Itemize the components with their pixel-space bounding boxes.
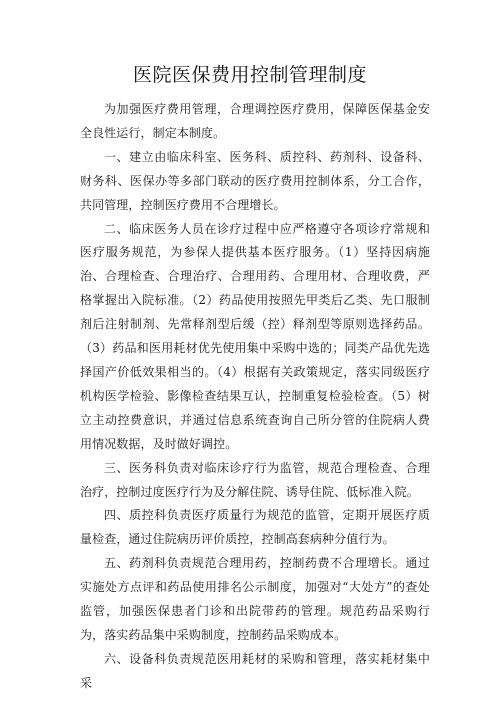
paragraph-4: 四、质控科负责医疗质量行为规范的监管，定期开展医疗质量检查，通过住院病历评价质控，控制高套病种分值行为。: [80, 508, 430, 547]
paragraph-intro: 为加强医疗费用管理，合理调控医疗费用，保障医保基金安全良性运行，制定本制度。: [80, 102, 430, 140]
paragraph-2: 二、临床医务人员在诊疗过程中应严格遵守各项诊疗常规和医疗服务规范，为参保人提供基本医疗服务。（1）坚持因病施治、合理检查、合理治疗、合理用药、合理用材、合理收费，严格掌握出入院标准。（2）药品使用按照先甲类后乙类、先口服制剂后注射制剂、先常释剂型后缓（控）释剂型等原则选择药品。（3）药品和医用耗材优先使用集中采购中选的；同类产品优先选择国产价低效果相当的。（4）根据有关政策规定，落实同级医疗机构医学检验、影像检查结果互认，控制重复检验检查。（5）树立主动控费意识，并通过信息系统查询自己所分管的住院病人费用情况数据，及时做好调控。: [80, 221, 430, 451]
document-body: [80, 98, 430, 696]
paragraph-3: 三、医务科负责对临床诊疗行为监管，规范合理检查、合理治疗，控制过度医疗行为及分解住院、诱导住院、低标准入院。: [80, 460, 430, 499]
document-title: 医院医保费用控制管理制度: [132, 64, 367, 86]
paragraph-1: 一、建立由临床科室、医务科、质控科、药剂科、设备科、财务科、医保办等多部门联动的医疗费用控制体系，分工合作，共同管理，控制医疗费用不合理增长。: [80, 149, 430, 212]
paragraph-6: 六、设备科负责规范医用耗材的采购和管理，落实耗材集中采: [80, 651, 430, 690]
paragraph-5: 五、药剂科负责规范合理用药，控制药费不合理增长。通过实施处方点评和药品使用排名公示制度，加强对“大处方”的查处监管，加强医保患者门诊和出院带药的管理。规范药品采购行为，落实药品集中采购制度，控制药品采购成本。: [80, 556, 430, 642]
